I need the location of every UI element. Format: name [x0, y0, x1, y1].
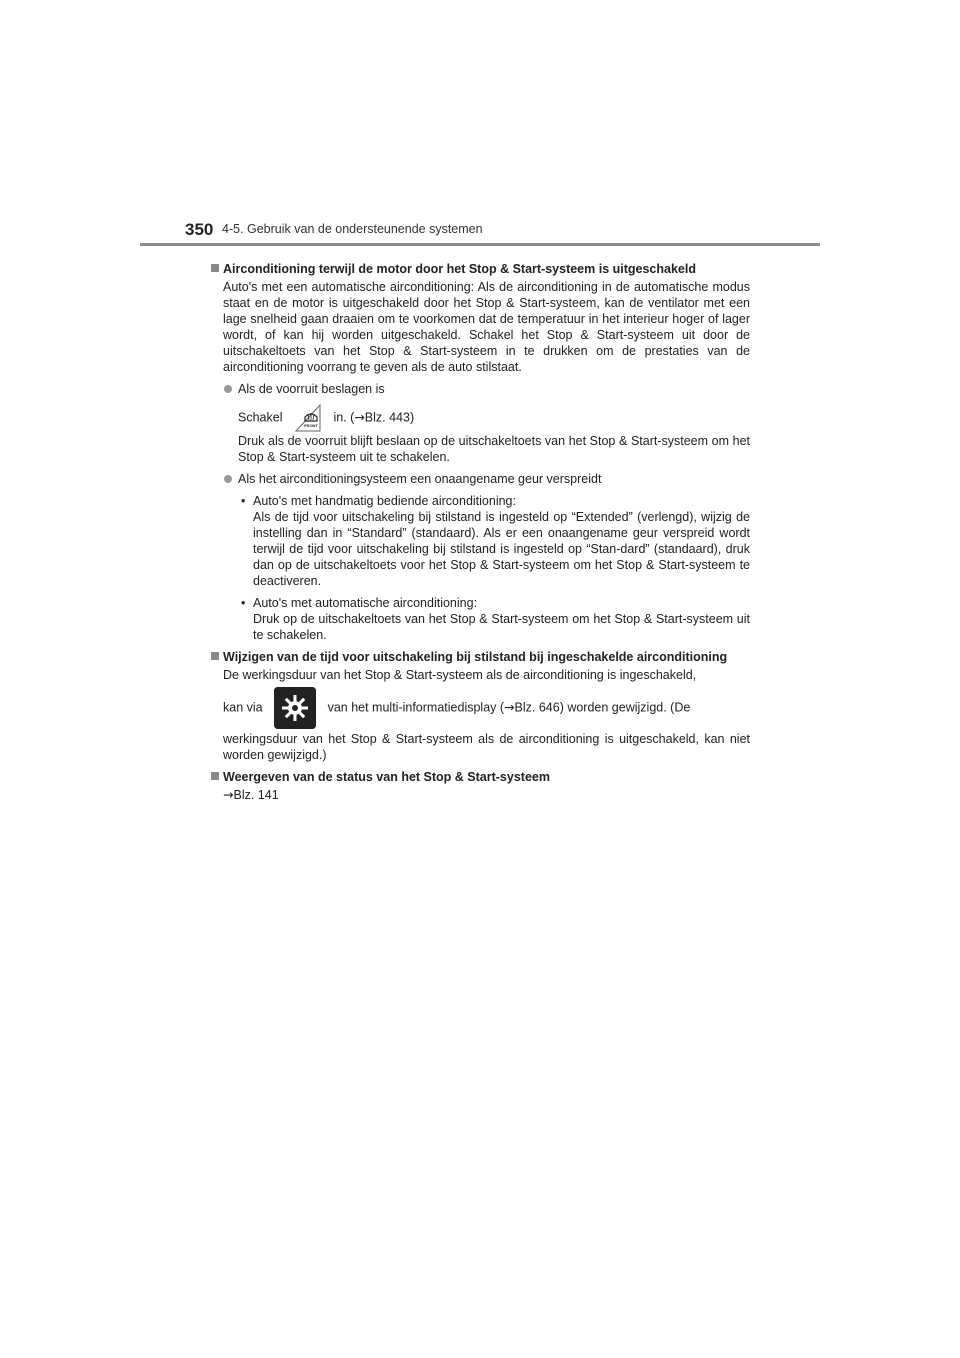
paragraph: Auto's met een automatische airconditioning: Als de airconditioning in de automatische modus staat en de motor is uitgeschakeld door het Stop & Start-systeem, kan de ventilator met een lage snelheid gaan draaien om te voorkomen dat de temperatuur in het interieur hoger of lager wordt, of kan hij worden uitgeschakeld. Schakel het Stop & Start-systeem uit door de uitschakeltoets van het Stop & Start-systeem in te drukken om de prestaties van de airconditioning voorrang te geven als de auto stilstaat.: [223, 280, 750, 374]
reference-line: [210, 787, 750, 803]
section-title: 4-5. Gebruik van de ondersteunende systemen: [222, 222, 483, 236]
square-bullet-icon: [211, 264, 219, 272]
instruction-line: [210, 403, 750, 433]
bullet-text: Als het airconditioningsysteem een onaangename geur verspreidt: [238, 472, 602, 486]
page-reference: Blz. 443): [364, 410, 415, 425]
paragraph: De werkingsduur van het Stop & Start-systeem als de airconditioning is ingeschakeld,: [223, 668, 697, 682]
settings-gear-icon: [274, 687, 316, 729]
instruction-post: van het multi-informatiedisplay (: [327, 700, 505, 715]
sub-item-title: Auto's met automatische airconditioning:: [253, 596, 478, 610]
page-content: [210, 255, 750, 803]
bullet-text: Als de voorruit beslagen is: [238, 382, 385, 396]
heading-text: Wijzigen van de tijd voor uitschakeling bij stilstand bij ingeschakelde airconditioning: [223, 650, 728, 664]
section-heading: [210, 769, 750, 785]
arrow-icon: →: [504, 699, 515, 715]
front-defroster-icon: [294, 403, 322, 433]
sub-item-title: Auto's met handmatig bediende airconditioning:: [253, 494, 516, 508]
section-heading: [210, 649, 750, 665]
square-bullet-icon: [211, 772, 219, 780]
page-number: 350: [185, 220, 214, 239]
arrow-icon: →: [223, 787, 234, 802]
arrow-icon: →: [354, 409, 365, 425]
instruction-line: [210, 687, 750, 729]
instruction-pre: Schakel: [238, 410, 283, 425]
bullet-item: [210, 471, 750, 487]
page-reference: Blz. 141: [233, 788, 279, 802]
paragraph: Druk als de voorruit blijft beslaan op de uitschakeltoets van het Stop & Start-systeem om het Stop & Start-systeem uit te schakelen.: [238, 434, 750, 464]
circle-bullet-icon: [224, 385, 232, 393]
bullet-item: [210, 381, 750, 397]
instruction-pre: kan via: [223, 700, 263, 715]
circle-bullet-icon: [224, 475, 232, 483]
paragraph: werkingsduur van het Stop & Start-systeem als de airconditioning is uitgeschakeld, kan niet worden gewijzigd.): [223, 732, 750, 762]
dot-marker-icon: •: [241, 596, 246, 610]
sub-list-item: [210, 595, 750, 643]
page-reference: Blz. 646) worden gewijzigd. (De: [514, 700, 691, 715]
header-rule: [140, 243, 820, 246]
svg-text:FRONT: FRONT: [304, 423, 318, 428]
instruction-post: in. (: [333, 410, 355, 425]
sub-list-item: [210, 493, 750, 589]
dot-marker-icon: •: [241, 494, 246, 508]
heading-text: Airconditioning terwijl de motor door het Stop & Start-systeem is uitgeschakeld: [223, 262, 696, 276]
square-bullet-icon: [211, 652, 219, 660]
section-heading: [210, 261, 750, 277]
sub-item-text: Als de tijd voor uitschakeling bij stilstand is ingesteld op “Extended” (verlengd), wijzig de instelling dan in “Standard” (standaard). Als er een onaangename geur verspreid wordt terwijl de tijd voor uitschakeling bij stilstand is ingesteld op “Stan-dard” (standaard), druk dan op de uitschakeltoets voor het Stop & Start-systeem om het Stop & Start-systeem te deactiveren.: [253, 510, 750, 588]
sub-item-text: Druk op de uitschakeltoets van het Stop & Start-systeem om het Stop & Start-systeem uit te schakelen.: [253, 612, 750, 642]
heading-text: Weergeven van de status van het Stop & Start-systeem: [223, 770, 550, 784]
